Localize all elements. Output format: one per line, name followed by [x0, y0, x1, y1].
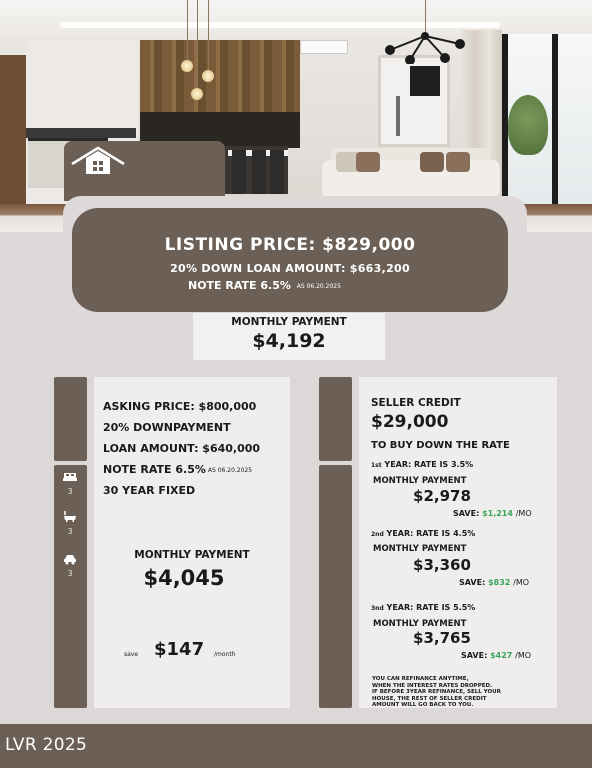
year1-ordinal: 1st — [371, 462, 382, 469]
listing-note-rate — [188, 279, 341, 292]
note-rate-label: NOTE RATE 6.5% — [188, 279, 291, 292]
save-unit: /month — [214, 651, 236, 658]
year3-ordinal: 3nd — [371, 605, 384, 612]
right-bar-top — [319, 377, 352, 461]
standard-loan-panel — [94, 377, 290, 708]
seller-credit-label: SELLER CREDIT — [371, 397, 461, 409]
year3-rate-text: YEAR: RATE IS 5.5% — [386, 603, 476, 612]
note-rate-date: AS 06.20.2025 — [296, 282, 341, 290]
year1-save-unit: /MO — [515, 509, 532, 518]
disclaimer-line: YOU CAN REFINANCE ANYTIME, — [372, 676, 469, 682]
feature-garage — [56, 550, 84, 578]
year3-save-unit: /MO — [515, 651, 532, 660]
bedroom-count: 3 — [67, 487, 73, 496]
year2-mp-label: MONTHLY PAYMENT — [373, 544, 467, 554]
car-icon — [63, 553, 77, 565]
buy-down-label: TO BUY DOWN THE RATE — [371, 440, 510, 451]
year3-save — [461, 651, 531, 660]
footer-text: LVR 2025 — [5, 735, 88, 755]
disclaimer-line: WHEN THE INTEREST RATES DROPPED. — [372, 682, 493, 689]
house-icon — [70, 144, 126, 178]
year1-save-label: SAVE: — [453, 509, 480, 518]
save-value: $147 — [154, 639, 205, 660]
year2-save-label: SAVE: — [459, 578, 486, 587]
year2-save — [459, 578, 529, 587]
year2-ordinal: 2nd — [371, 531, 384, 538]
year3-mp-label: MONTHLY PAYMENT — [373, 619, 467, 629]
year3-save-value: $427 — [490, 651, 513, 660]
down-loan-amount: 20% DOWN LOAN AMOUNT: $663,200 — [170, 262, 410, 275]
year2-rate — [371, 529, 475, 538]
seller-credit-panel — [359, 377, 557, 708]
save-label: save — [124, 651, 139, 658]
asking-price: ASKING PRICE: $800,000 — [103, 400, 257, 413]
seller-credit-value: $29,000 — [371, 412, 449, 432]
year1-mp-value: $2,978 — [413, 487, 471, 505]
year2-save-value: $832 — [488, 578, 511, 587]
left-mp-value: $4,045 — [143, 566, 225, 590]
year3-rate — [371, 603, 475, 612]
monthly-payment-box — [193, 313, 385, 360]
listing-price: LISTING PRICE: $829,000 — [164, 235, 416, 255]
year1-save-value: $1,214 — [482, 509, 513, 518]
year3-mp-value: $3,765 — [413, 629, 471, 647]
year1-rate-text: YEAR: RATE IS 3.5% — [384, 460, 474, 469]
loan-term: 30 YEAR FIXED — [103, 484, 196, 497]
feature-bathrooms — [56, 508, 84, 536]
year2-rate-text: YEAR: RATE IS 4.5% — [386, 529, 476, 538]
note-rate-date-small: AS 06.20.2025 — [207, 466, 253, 474]
disclaimer-line: HOUSE, THE REST OF SELLER CREDIT — [372, 695, 487, 702]
left-bar-bottom — [54, 465, 87, 708]
monthly-payment-label: MONTHLY PAYMENT — [231, 316, 347, 328]
downpayment: 20% DOWNPAYMENT — [103, 421, 231, 434]
bed-icon — [63, 471, 77, 483]
note-rate — [103, 463, 252, 476]
bathtub-icon — [63, 509, 77, 523]
year1-rate — [371, 460, 473, 469]
year2-save-unit: /MO — [513, 578, 530, 587]
year1-save — [453, 509, 532, 518]
year3-save-label: SAVE: — [461, 651, 488, 660]
disclaimer — [372, 676, 501, 709]
monthly-payment-value: $4,192 — [252, 330, 326, 352]
left-mp-label: MONTHLY PAYMENT — [134, 549, 250, 561]
year2-mp-value: $3,360 — [413, 556, 471, 574]
loan-amount: LOAN AMOUNT: $640,000 — [103, 442, 261, 455]
disclaimer-line: AMOUNT WILL GO BACK TO YOU. — [372, 702, 474, 708]
right-bar-bottom — [319, 465, 352, 708]
feature-bedrooms — [56, 468, 84, 496]
left-bar-top — [54, 377, 87, 461]
footer-bar — [0, 724, 592, 768]
listing-summary — [72, 208, 508, 312]
garage-count: 3 — [67, 569, 73, 578]
bathroom-count: 3 — [67, 527, 73, 536]
year1-mp-label: MONTHLY PAYMENT — [373, 476, 467, 486]
note-rate-text: NOTE RATE 6.5% — [103, 463, 206, 476]
disclaimer-line: IF BEFORE 3YEAR REFINANCE, SELL YOUR — [372, 689, 501, 695]
